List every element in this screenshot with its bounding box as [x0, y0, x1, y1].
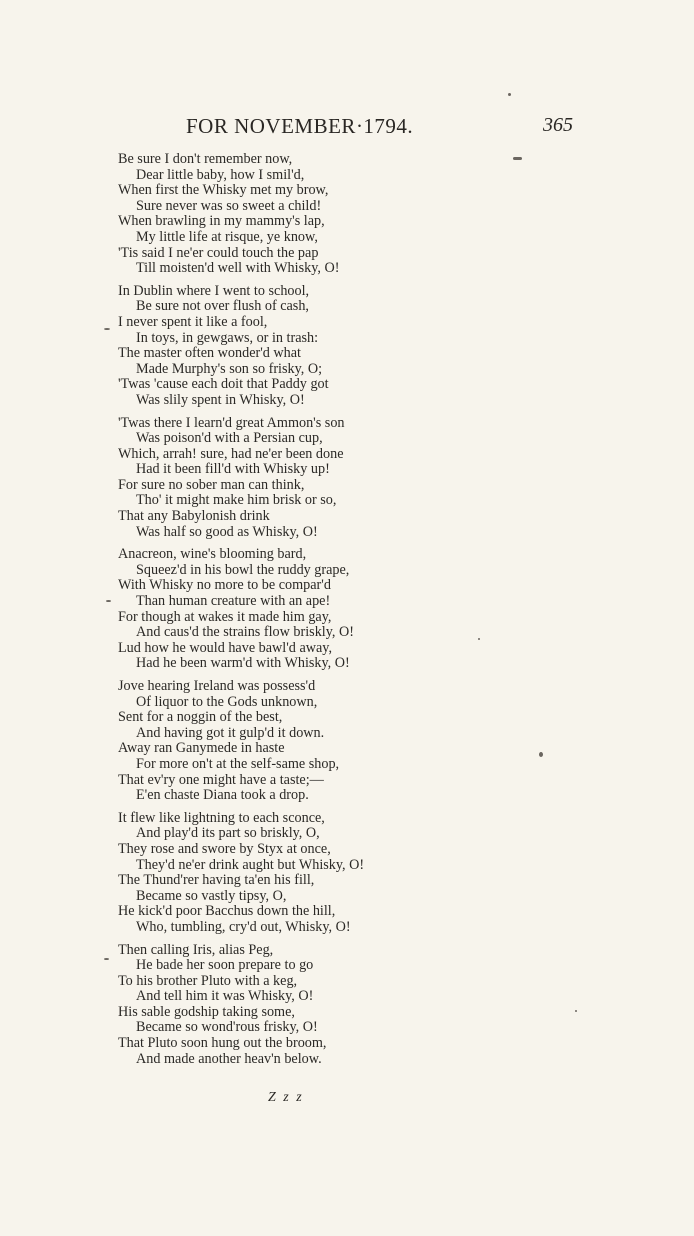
poem-line: It flew like lightning to each sconce, — [118, 809, 325, 826]
stanza — [118, 416, 588, 541]
poem-line: Be sure not over flush of cash, — [136, 298, 309, 315]
poem-line: Tho' it might make him brisk or so, — [136, 492, 337, 509]
poem-line: Was half so good as Whisky, O! — [136, 523, 318, 540]
page-number: 365 — [543, 114, 573, 136]
poem-line: In Dublin where I went to school, — [118, 282, 310, 299]
poem-line: His sable godship taking some, — [118, 1003, 295, 1020]
poem-line: Sent for a noggin of the best, — [118, 709, 283, 726]
poem-line: My little life at risque, ye know, — [136, 228, 318, 245]
poem-line: And caus'd the strains flow briskly, O! — [136, 624, 354, 641]
poem-line: Squeez'd in his bowl the ruddy grape, — [136, 561, 350, 578]
poem-line: That ev'ry one might have a taste;— — [118, 771, 324, 788]
poem-line: Of liquor to the Gods unknown, — [136, 693, 318, 710]
poem-line: Who, tumbling, cry'd out, Whisky, O! — [136, 918, 351, 935]
poem-line: Away ran Ganymede in haste — [118, 740, 285, 757]
stanza — [118, 284, 588, 409]
ink-speck — [508, 93, 511, 96]
poem-line: E'en chaste Diana took a drop. — [136, 787, 309, 804]
ink-speck — [478, 638, 480, 640]
poem-line: They rose and swore by Styx at once, — [118, 840, 331, 857]
poem-line: Then calling Iris, alias Peg, — [118, 941, 274, 958]
poem-line: The Thund'rer having ta'en his fill, — [118, 872, 315, 889]
poem-line: When brawling in my mammy's lap, — [118, 213, 325, 230]
poem-line: And made another heav'n below. — [136, 1050, 322, 1067]
poem-body — [118, 152, 588, 1074]
poem-line: With Whisky no more to be compar'd — [118, 577, 331, 594]
poem-line: For more on't at the self-same shop, — [136, 755, 340, 772]
poem-line: Had he been warm'd with Whisky, O! — [136, 655, 350, 672]
poem-line: And tell him it was Whisky, O! — [136, 988, 314, 1005]
poem-line: And having got it gulp'd it down. — [136, 724, 325, 741]
signature-mark: Z z z — [268, 1090, 304, 1105]
poem-line: Became so wond'rous frisky, O! — [136, 1019, 318, 1036]
poem-line: The master often wonder'd what — [118, 345, 301, 362]
ink-speck — [104, 328, 110, 330]
poem-line: Was poison'd with a Persian cup, — [136, 430, 323, 447]
poem-line: When first the Whisky met my brow, — [118, 182, 329, 199]
stanza — [118, 679, 588, 804]
poem-line: Became so vastly tipsy, O, — [136, 887, 287, 904]
poem-line: I never spent it like a fool, — [118, 313, 268, 330]
poem-line: Was slily spent in Whisky, O! — [136, 391, 305, 408]
running-head: FOR NOVEMBER·1794. — [186, 114, 414, 138]
poem-line: And play'd its part so briskly, O, — [136, 825, 320, 842]
poem-line: That Pluto soon hung out the broom, — [118, 1035, 327, 1052]
poem-line: They'd ne'er drink aught but Whisky, O! — [136, 856, 365, 873]
poem-line: In toys, in gewgaws, or in trash: — [136, 329, 319, 346]
poem-line: For though at wakes it made him gay, — [118, 608, 332, 625]
stanza — [118, 811, 588, 936]
poem-line: 'Tis said I ne'er could touch the pap — [118, 244, 319, 261]
poem-line: Had it been fill'd with Whisky up! — [136, 461, 330, 478]
poem-line: Than human creature with an ape! — [136, 593, 331, 610]
poem-line: That any Babylonish drink — [118, 508, 270, 525]
poem-line: 'Twas 'cause each doit that Paddy got — [118, 376, 329, 393]
ink-speck — [539, 752, 543, 757]
poem-line: Which, arrah! sure, had ne'er been done — [118, 445, 344, 462]
poem-line: For sure no sober man can think, — [118, 476, 305, 493]
poem-line: Anacreon, wine's blooming bard, — [118, 546, 307, 563]
poem-line: Dear little baby, how I smil'd, — [136, 166, 305, 183]
stanza — [118, 547, 588, 672]
poem-line: He bade her soon prepare to go — [136, 957, 314, 974]
ink-speck — [575, 1010, 577, 1012]
poem-line: To his brother Pluto with a keg, — [118, 972, 298, 989]
poem-line: Jove hearing Ireland was possess'd — [118, 678, 316, 694]
poem-line: Sure never was so sweet a child! — [136, 197, 322, 214]
stanza — [118, 943, 588, 1068]
ink-speck — [513, 157, 522, 160]
poem-line: He kick'd poor Bacchus down the hill, — [118, 903, 336, 920]
poem-line: Made Murphy's son so frisky, O; — [136, 360, 323, 377]
poem-line: 'Twas there I learn'd great Ammon's son — [118, 414, 345, 431]
poem-line: Be sure I don't remember now, — [118, 151, 293, 167]
poem-line: Till moisten'd well with Whisky, O! — [136, 260, 340, 277]
ink-speck — [106, 600, 111, 602]
poem-line: Lud how he would have bawl'd away, — [118, 639, 332, 656]
ink-speck — [104, 958, 109, 960]
stanza — [118, 152, 588, 277]
